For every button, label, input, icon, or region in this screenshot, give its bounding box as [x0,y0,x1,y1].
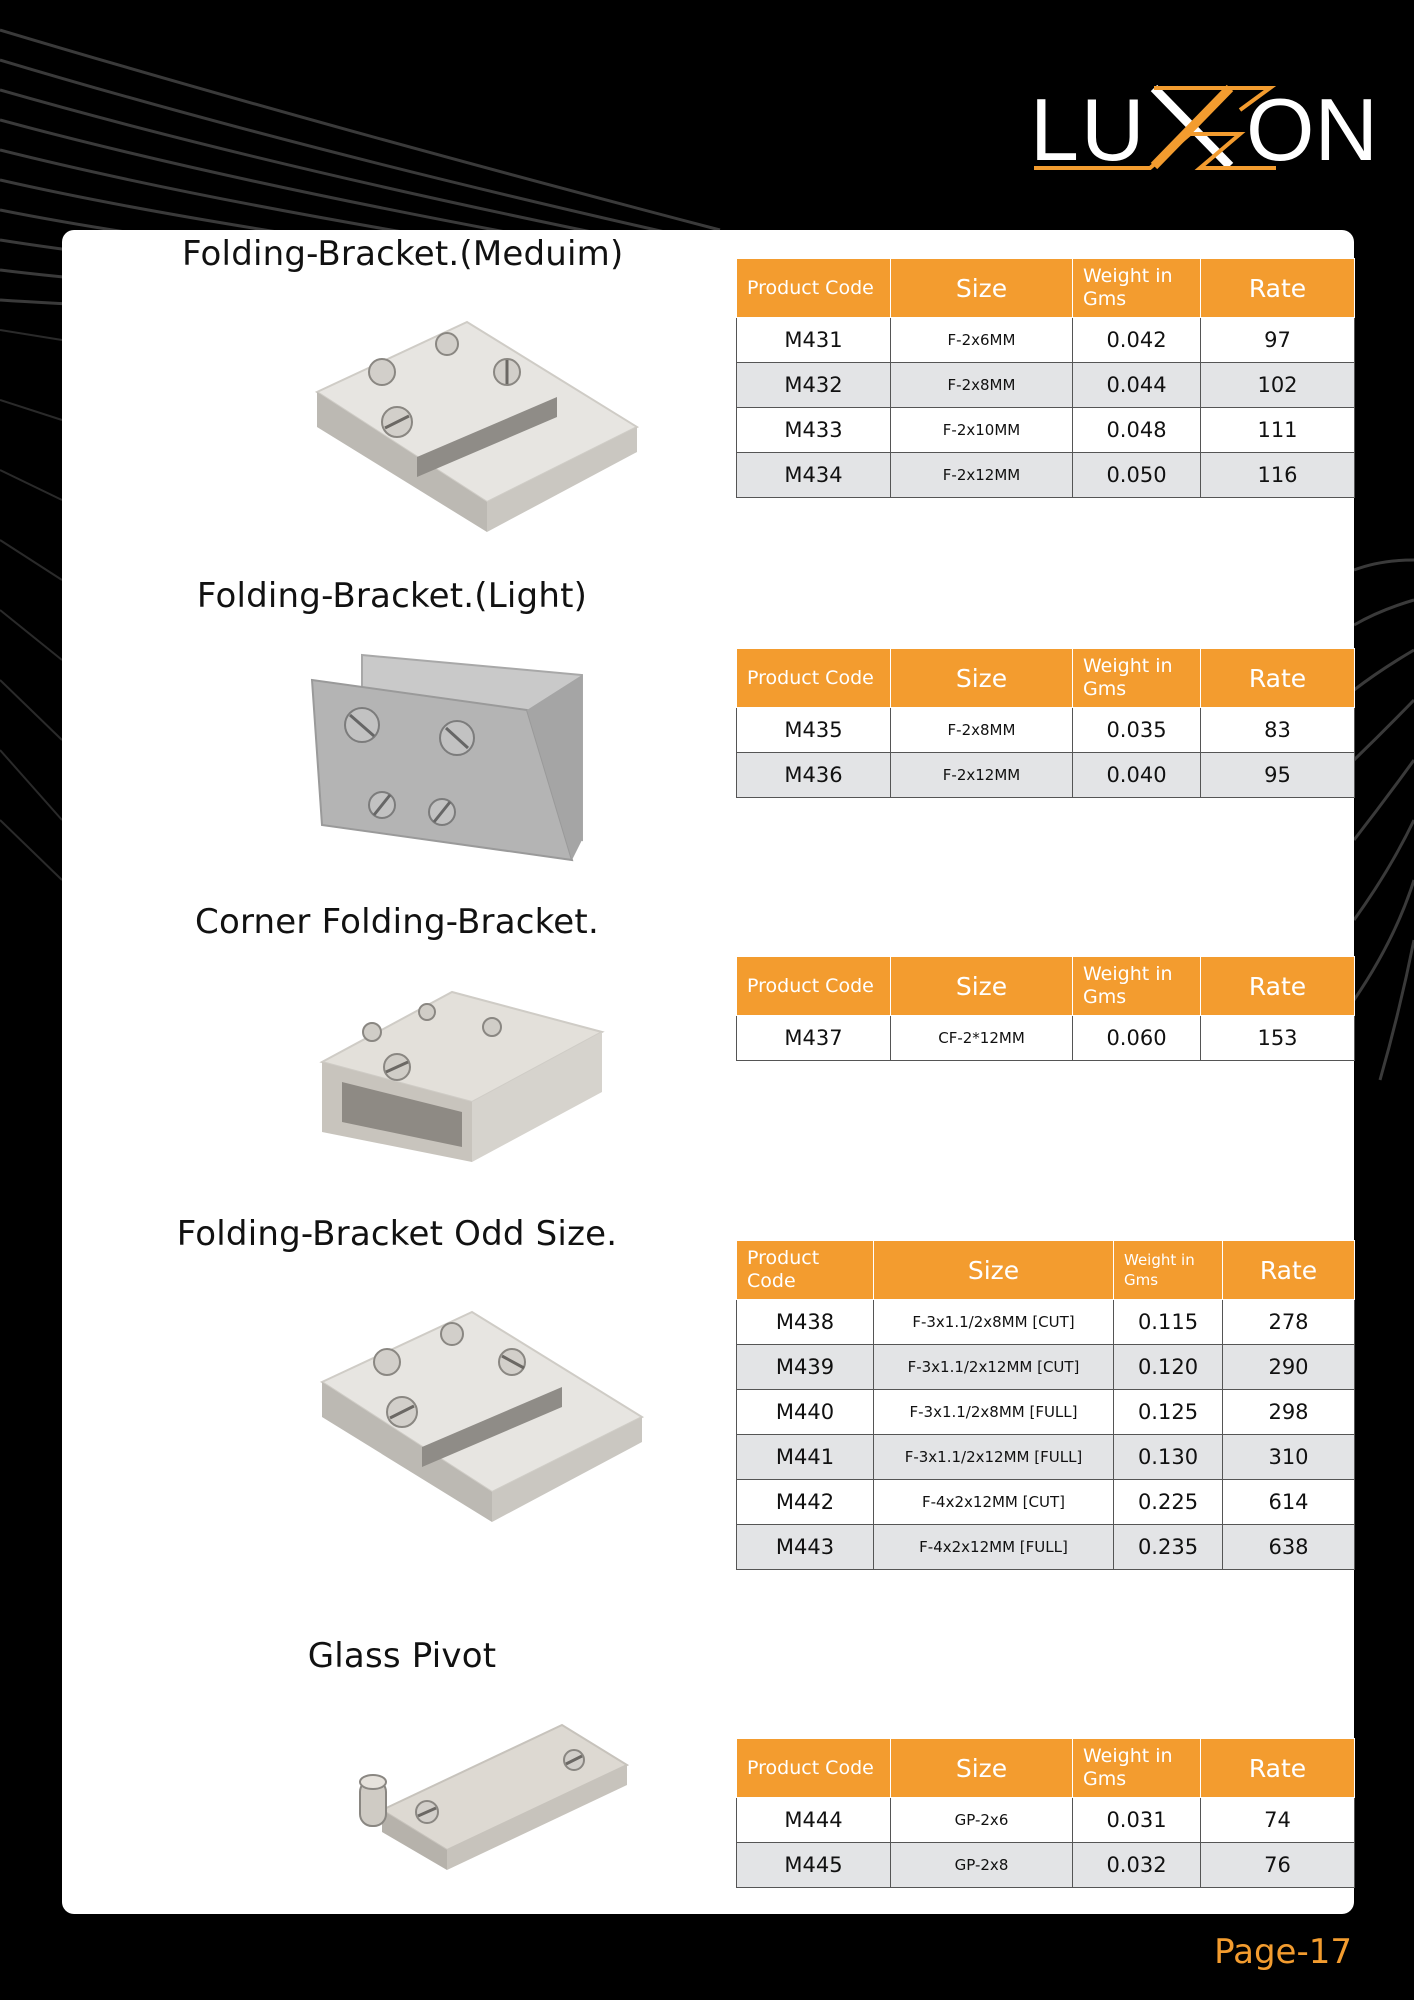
header-rate: Rate [1223,1241,1355,1300]
product-code-cell: M443 [737,1525,874,1570]
size-cell: F-3x1.1/2x12MM [FULL] [874,1435,1114,1480]
rate-cell: 102 [1201,363,1355,408]
weight-cell: 0.048 [1073,408,1201,453]
rate-cell: 310 [1223,1435,1355,1480]
table-header-row [737,1241,1355,1300]
rate-cell: 95 [1201,753,1355,798]
size-cell: F-2x10MM [891,408,1073,453]
size-cell: F-2x6MM [891,318,1073,363]
corner-folding-bracket-image [312,972,612,1172]
product-code-cell: M440 [737,1390,874,1435]
rate-cell: 74 [1201,1798,1355,1843]
size-cell: F-4x2x12MM [FULL] [874,1525,1114,1570]
table-row [737,1843,1355,1888]
size-cell: F-3x1.1/2x12MM [CUT] [874,1345,1114,1390]
table-row [737,708,1355,753]
weight-cell: 0.042 [1073,318,1201,363]
size-cell: F-2x12MM [891,453,1073,498]
size-cell: GP-2x8 [891,1843,1073,1888]
section-title-glass-pivot: Glass Pivot [307,1636,497,1676]
header-weight: Weight in Gms [1073,1739,1201,1798]
header-weight: Weight in Gms [1073,957,1201,1016]
table-header-row [737,957,1355,1016]
weight-cell: 0.130 [1114,1435,1223,1480]
rate-cell: 290 [1223,1345,1355,1390]
table-row [737,1480,1355,1525]
spec-table-folding-bracket-medium [736,258,1355,498]
size-cell: F-4x2x12MM [CUT] [874,1480,1114,1525]
weight-cell: 0.235 [1114,1525,1223,1570]
weight-cell: 0.060 [1073,1016,1201,1061]
header-product-code: Product Code [737,1241,874,1300]
table-row [737,1016,1355,1061]
table-row [737,1435,1355,1480]
folding-bracket-light-image [312,650,642,870]
header-product-code: Product Code [737,1739,891,1798]
table-row [737,453,1355,498]
table-row [737,1345,1355,1390]
header-product-code: Product Code [737,259,891,318]
table-row [737,363,1355,408]
header-rate: Rate [1201,957,1355,1016]
rate-cell: 111 [1201,408,1355,453]
header-rate: Rate [1201,259,1355,318]
spec-table-glass-pivot [736,1738,1355,1888]
product-code-cell: M435 [737,708,891,753]
weight-cell: 0.125 [1114,1390,1223,1435]
folding-bracket-odd-size-image [312,1292,652,1522]
weight-cell: 0.032 [1073,1843,1201,1888]
rate-cell: 298 [1223,1390,1355,1435]
size-cell: CF-2*12MM [891,1016,1073,1061]
product-code-cell: M444 [737,1798,891,1843]
table-header-row [737,259,1355,318]
weight-cell: 0.050 [1073,453,1201,498]
spec-table-folding-bracket-odd-size [736,1240,1355,1570]
header-size: Size [891,649,1073,708]
header-product-code: Product Code [737,957,891,1016]
header-weight: Weight in Gms [1114,1241,1223,1300]
table-row [737,408,1355,453]
product-code-cell: M438 [737,1300,874,1345]
content-sheet [62,230,1354,1914]
header-product-code: Product Code [737,649,891,708]
product-code-cell: M436 [737,753,891,798]
rate-cell: 153 [1201,1016,1355,1061]
rate-cell: 97 [1201,318,1355,363]
header-rate: Rate [1201,1739,1355,1798]
luxon-logo [1030,80,1378,179]
rate-cell: 614 [1223,1480,1355,1525]
product-code-cell: M433 [737,408,891,453]
rate-cell: 116 [1201,453,1355,498]
size-cell: F-2x8MM [891,363,1073,408]
section-title-folding-bracket-light: Folding-Bracket.(Light) [196,576,588,616]
size-cell: F-3x1.1/2x8MM [CUT] [874,1300,1114,1345]
product-code-cell: M439 [737,1345,874,1390]
header-size: Size [891,259,1073,318]
rate-cell: 278 [1223,1300,1355,1345]
product-code-cell: M434 [737,453,891,498]
folding-bracket-medium-image [307,302,647,532]
rate-cell: 76 [1201,1843,1355,1888]
table-row [737,1300,1355,1345]
spec-table-corner-folding-bracket [736,956,1355,1061]
product-code-cell: M442 [737,1480,874,1525]
weight-cell: 0.031 [1073,1798,1201,1843]
table-row [737,1525,1355,1570]
section-title-folding-bracket-medium: Folding-Bracket.(Meduim) [182,234,624,274]
table-row [737,318,1355,363]
header-rate: Rate [1201,649,1355,708]
size-cell: GP-2x6 [891,1798,1073,1843]
size-cell: F-2x8MM [891,708,1073,753]
header-weight: Weight in Gms [1073,259,1201,318]
svg-text:LU: LU [1030,80,1147,179]
weight-cell: 0.035 [1073,708,1201,753]
weight-cell: 0.115 [1114,1300,1223,1345]
header-size: Size [874,1241,1114,1300]
svg-text:ON: ON [1246,80,1378,179]
weight-cell: 0.120 [1114,1345,1223,1390]
table-header-row [737,649,1355,708]
section-title-folding-bracket-odd-size: Folding-Bracket Odd Size. [176,1214,618,1254]
table-row [737,1798,1355,1843]
header-weight: Weight in Gms [1073,649,1201,708]
rate-cell: 638 [1223,1525,1355,1570]
weight-cell: 0.040 [1073,753,1201,798]
product-code-cell: M431 [737,318,891,363]
weight-cell: 0.044 [1073,363,1201,408]
header-size: Size [891,1739,1073,1798]
rate-cell: 83 [1201,708,1355,753]
table-header-row [737,1739,1355,1798]
product-code-cell: M432 [737,363,891,408]
page-number: Page-17 [1214,1932,1352,1972]
header-size: Size [891,957,1073,1016]
section-title-corner-folding-bracket: Corner Folding-Bracket. [195,902,599,942]
weight-cell: 0.225 [1114,1480,1223,1525]
glass-pivot-image [352,1720,642,1890]
size-cell: F-2x12MM [891,753,1073,798]
product-code-cell: M437 [737,1016,891,1061]
product-code-cell: M441 [737,1435,874,1480]
table-row [737,753,1355,798]
size-cell: F-3x1.1/2x8MM [FULL] [874,1390,1114,1435]
product-code-cell: M445 [737,1843,891,1888]
spec-table-folding-bracket-light [736,648,1355,798]
table-row [737,1390,1355,1435]
